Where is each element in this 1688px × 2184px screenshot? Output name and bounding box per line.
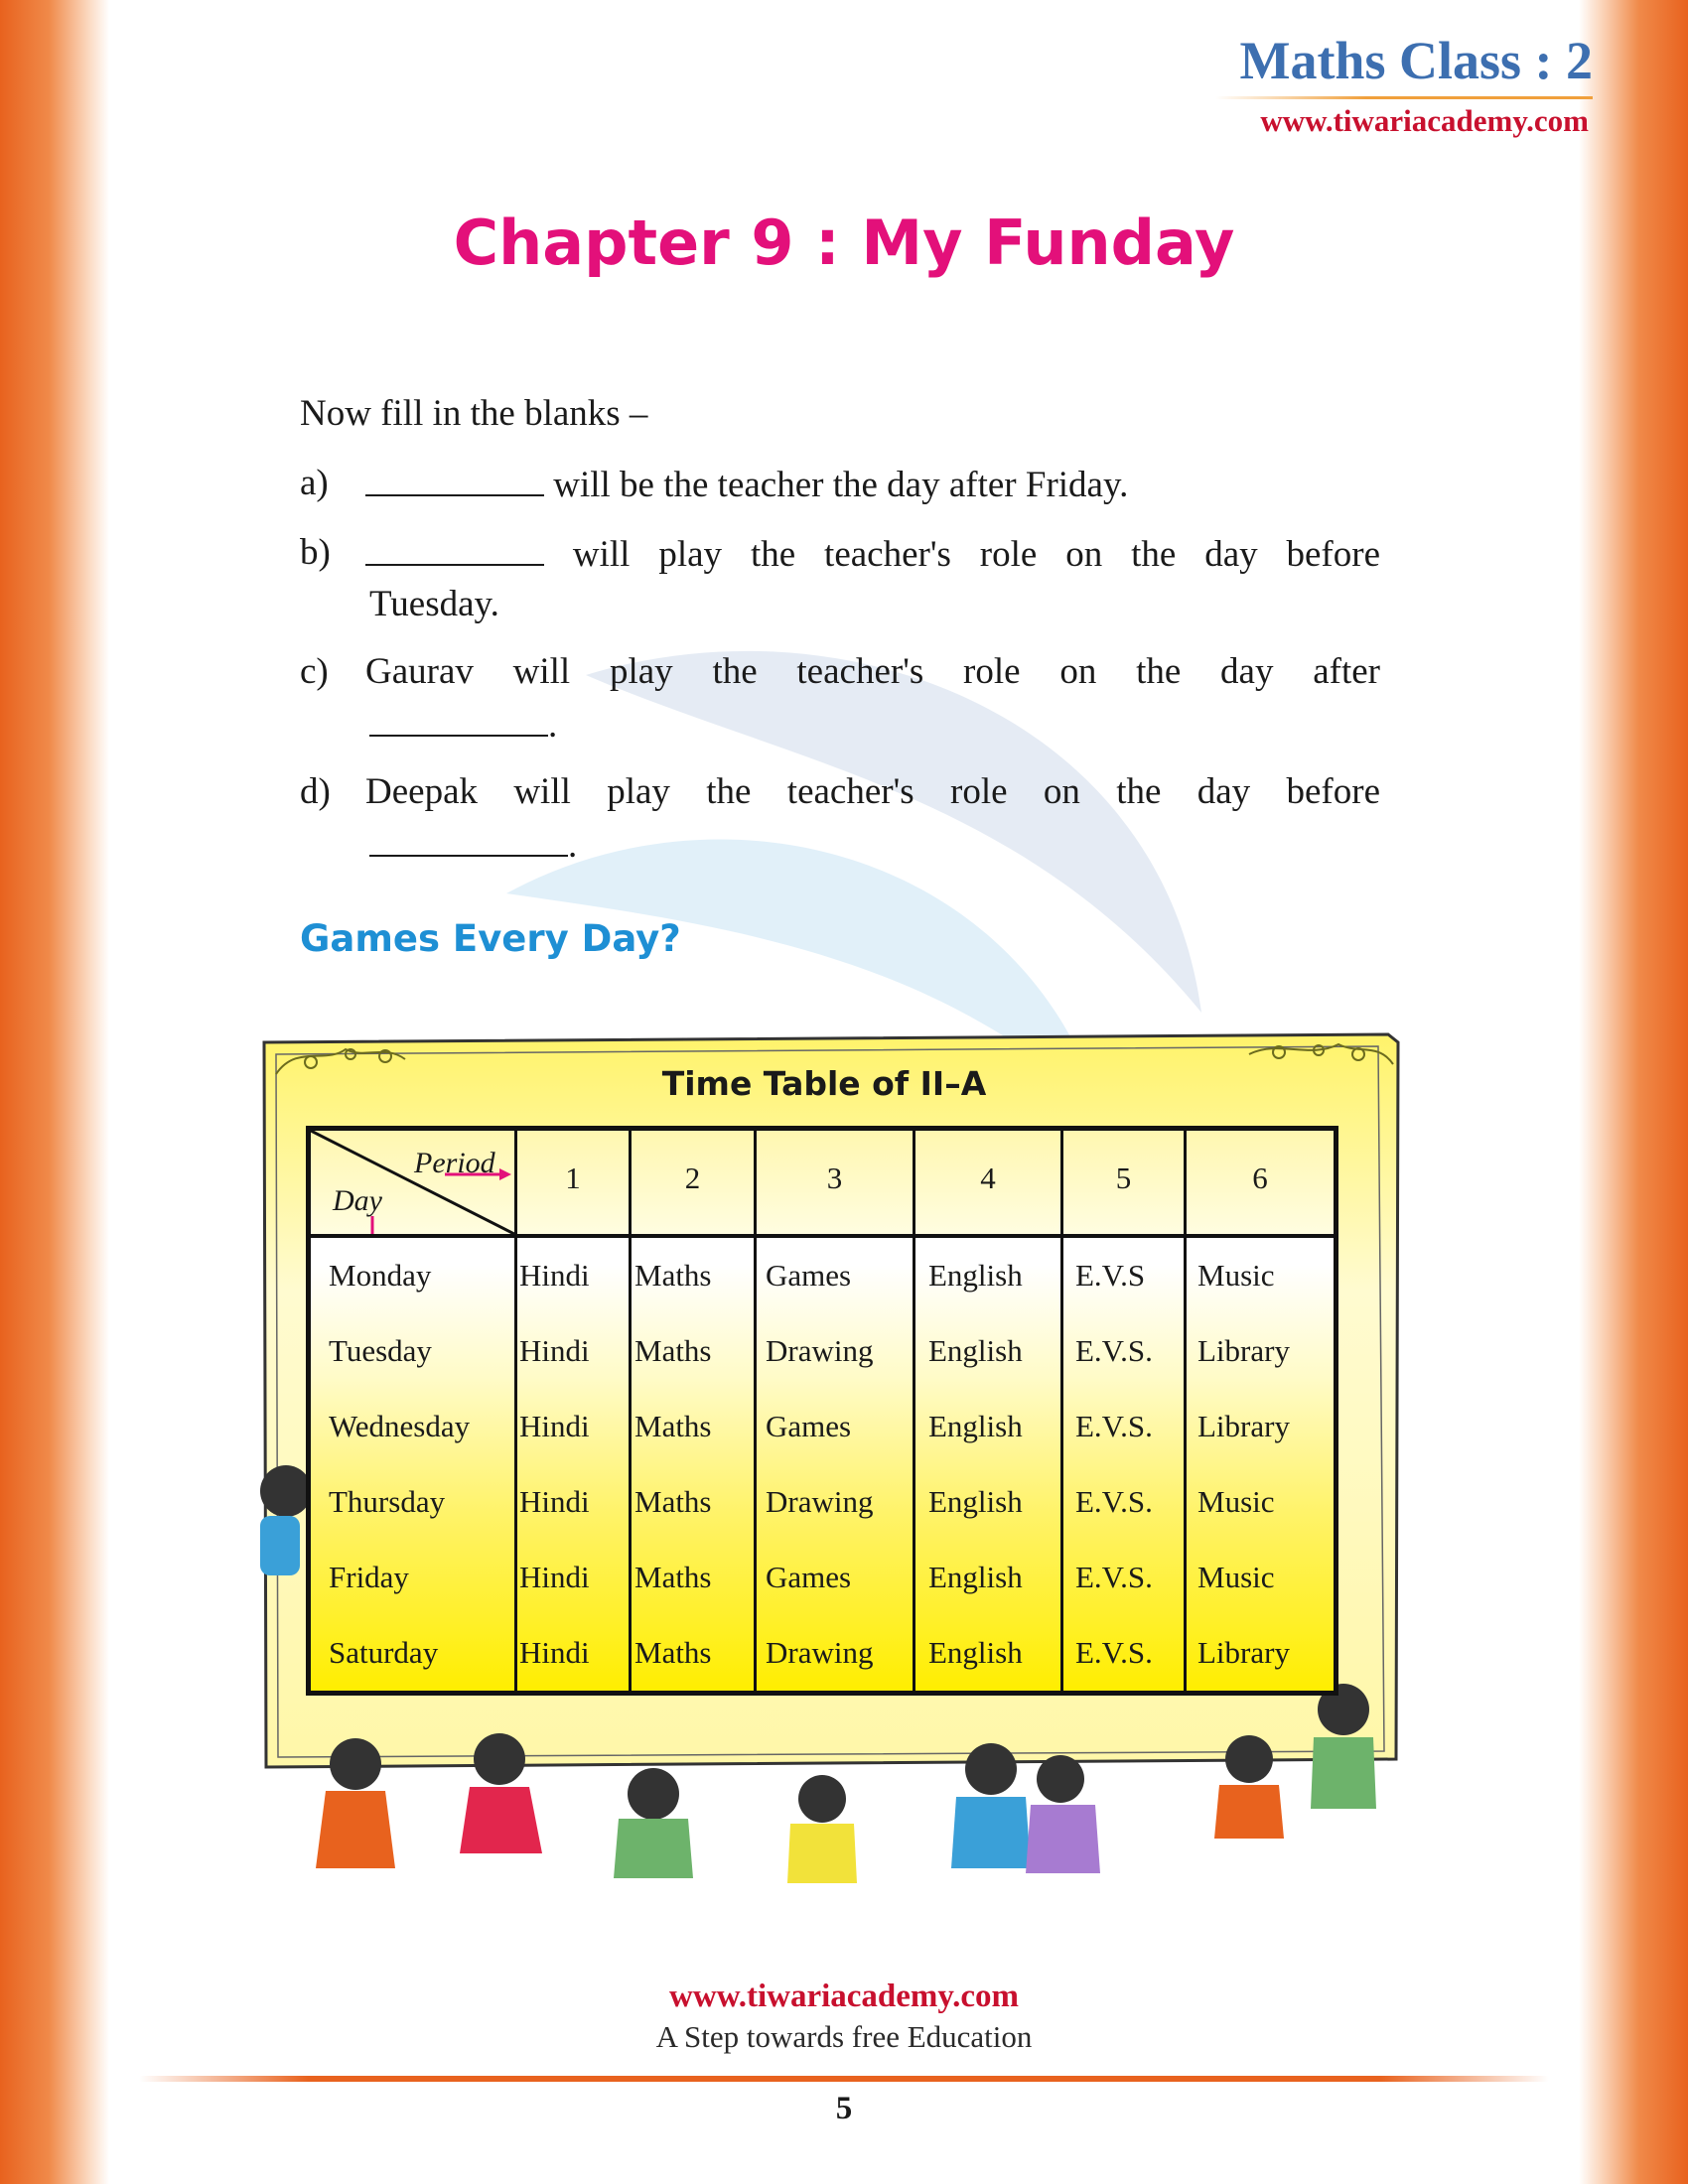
child-4: [787, 1775, 857, 1883]
timetable-subject-cell: E.V.S.: [1075, 1333, 1153, 1368]
question-before-text: Gaurav will play the teacher's role on the day after: [365, 651, 1380, 692]
timetable-subject-cell: Hindi: [519, 1258, 590, 1293]
timetable-subject-cell: Drawing: [766, 1635, 874, 1670]
section-heading: Games Every Day?: [300, 917, 681, 960]
question-b: [300, 528, 1380, 629]
question-text: [365, 528, 1380, 580]
column-divider: [514, 1131, 517, 1691]
header-divider: [1215, 96, 1593, 99]
timetable-day-cell: Monday: [329, 1258, 432, 1293]
column-divider: [1060, 1131, 1063, 1691]
corner-day-label: Day: [333, 1184, 382, 1217]
timetable-subject-cell: English: [928, 1409, 1023, 1443]
timetable-title: Time Table of II–A: [661, 1064, 987, 1103]
footer-tagline: A Step towards free Education: [655, 2019, 1033, 2054]
period-number: 6: [1252, 1160, 1268, 1195]
timetable-subject-cell: E.V.S.: [1075, 1484, 1153, 1519]
timetable-day-cell: Friday: [329, 1560, 409, 1594]
period-number: 4: [980, 1160, 996, 1195]
question-text: [365, 459, 1380, 510]
timetable-subject-cell: Maths: [634, 1258, 712, 1293]
exercise-instruction: Now fill in the blanks –: [300, 393, 648, 434]
timetable-subject-cell: English: [928, 1484, 1023, 1519]
column-divider: [754, 1131, 757, 1691]
question-label: a): [300, 463, 329, 503]
timetable-subject-cell: Drawing: [766, 1484, 874, 1519]
child-3: [614, 1768, 693, 1878]
period-number: 2: [684, 1160, 701, 1195]
timetable-subject-cell: E.V.S.: [1075, 1560, 1153, 1594]
question-end-punct: .: [568, 825, 578, 866]
child-6: [1026, 1755, 1100, 1873]
column-divider: [1184, 1131, 1187, 1691]
timetable-subject-cell: Maths: [634, 1635, 712, 1670]
timetable-subject-cell: Hindi: [519, 1484, 590, 1519]
footer-url[interactable]: www.tiwariacademy.com: [669, 1979, 1019, 2014]
question-continuation: [369, 699, 1380, 751]
timetable-subject-cell: English: [928, 1333, 1023, 1368]
timetable-subject-cell: Music: [1197, 1258, 1275, 1293]
answer-blank[interactable]: [369, 699, 548, 737]
right-orange-border: [1579, 0, 1688, 2184]
timetable-subject-cell: Library: [1197, 1409, 1290, 1443]
timetable-subject-cell: Hindi: [519, 1635, 590, 1670]
timetable-subject-cell: Maths: [634, 1409, 712, 1443]
timetable-subject-cell: Games: [766, 1258, 852, 1293]
timetable-subject-cell: Games: [766, 1560, 852, 1594]
timetable-subject-cell: Hindi: [519, 1560, 590, 1594]
timetable-subject-cell: Hindi: [519, 1409, 590, 1443]
period-arrow-head: [499, 1168, 511, 1180]
question-continuation: Tuesday.: [369, 584, 499, 624]
corner-period-label: Period: [414, 1147, 495, 1179]
period-number: 5: [1115, 1160, 1132, 1195]
question-before-text: Deepak will play the teacher's role on the day before: [365, 771, 1380, 812]
question-continuation: [369, 819, 1380, 871]
page-number: 5: [835, 2091, 853, 2126]
timetable-day-cell: Thursday: [329, 1484, 446, 1519]
question-label: c): [300, 651, 329, 692]
period-number: 1: [565, 1160, 581, 1195]
timetable-subject-cell: English: [928, 1560, 1023, 1594]
answer-blank[interactable]: [365, 528, 544, 566]
timetable-subject-cell: Maths: [634, 1484, 712, 1519]
timetable-subject-cell: Maths: [634, 1560, 712, 1594]
question-c: [300, 647, 1380, 751]
timetable-subject-cell: Library: [1197, 1333, 1290, 1368]
period-number: 3: [826, 1160, 843, 1195]
question-after-text: will be the teacher the day after Friday.: [553, 465, 1129, 505]
timetable-subject-cell: Music: [1197, 1484, 1275, 1519]
answer-blank[interactable]: [369, 819, 568, 857]
footer-divider: [139, 2076, 1549, 2082]
timetable-subject-cell: Music: [1197, 1560, 1275, 1594]
question-a: [300, 459, 1380, 510]
column-divider: [913, 1131, 915, 1691]
timetable-day-cell: Tuesday: [329, 1333, 432, 1368]
timetable-subject-cell: E.V.S.: [1075, 1409, 1153, 1443]
timetable-subject-cell: English: [928, 1258, 1023, 1293]
timetable-day-cell: Saturday: [329, 1635, 439, 1670]
question-end-punct: .: [548, 705, 558, 746]
header-url[interactable]: www.tiwariacademy.com: [1260, 103, 1589, 138]
timetable-subject-cell: E.V.S.: [1075, 1635, 1153, 1670]
question-after-text: will play the teacher's role on the day before: [572, 534, 1381, 575]
timetable-day-cell: Wednesday: [329, 1409, 471, 1443]
timetable: [306, 1126, 1338, 1696]
timetable-subject-cell: E.V.S: [1075, 1258, 1146, 1293]
question-d: [300, 767, 1380, 871]
answer-blank[interactable]: [365, 459, 544, 496]
timetable-subject-cell: Games: [766, 1409, 852, 1443]
chapter-title: Chapter 9 : My Funday: [453, 206, 1235, 279]
timetable-subject-cell: Maths: [634, 1333, 712, 1368]
question-label: b): [300, 532, 331, 573]
timetable-subject-cell: Hindi: [519, 1333, 590, 1368]
header-subject: Maths Class : 2: [1239, 31, 1593, 90]
timetable-subject-cell: Library: [1197, 1635, 1290, 1670]
left-orange-border: [0, 0, 109, 2184]
child-right-edge: [1311, 1684, 1376, 1809]
timetable-subject-cell: English: [928, 1635, 1023, 1670]
question-label: d): [300, 771, 331, 812]
timetable-subject-cell: Drawing: [766, 1333, 874, 1368]
column-divider: [629, 1131, 632, 1691]
